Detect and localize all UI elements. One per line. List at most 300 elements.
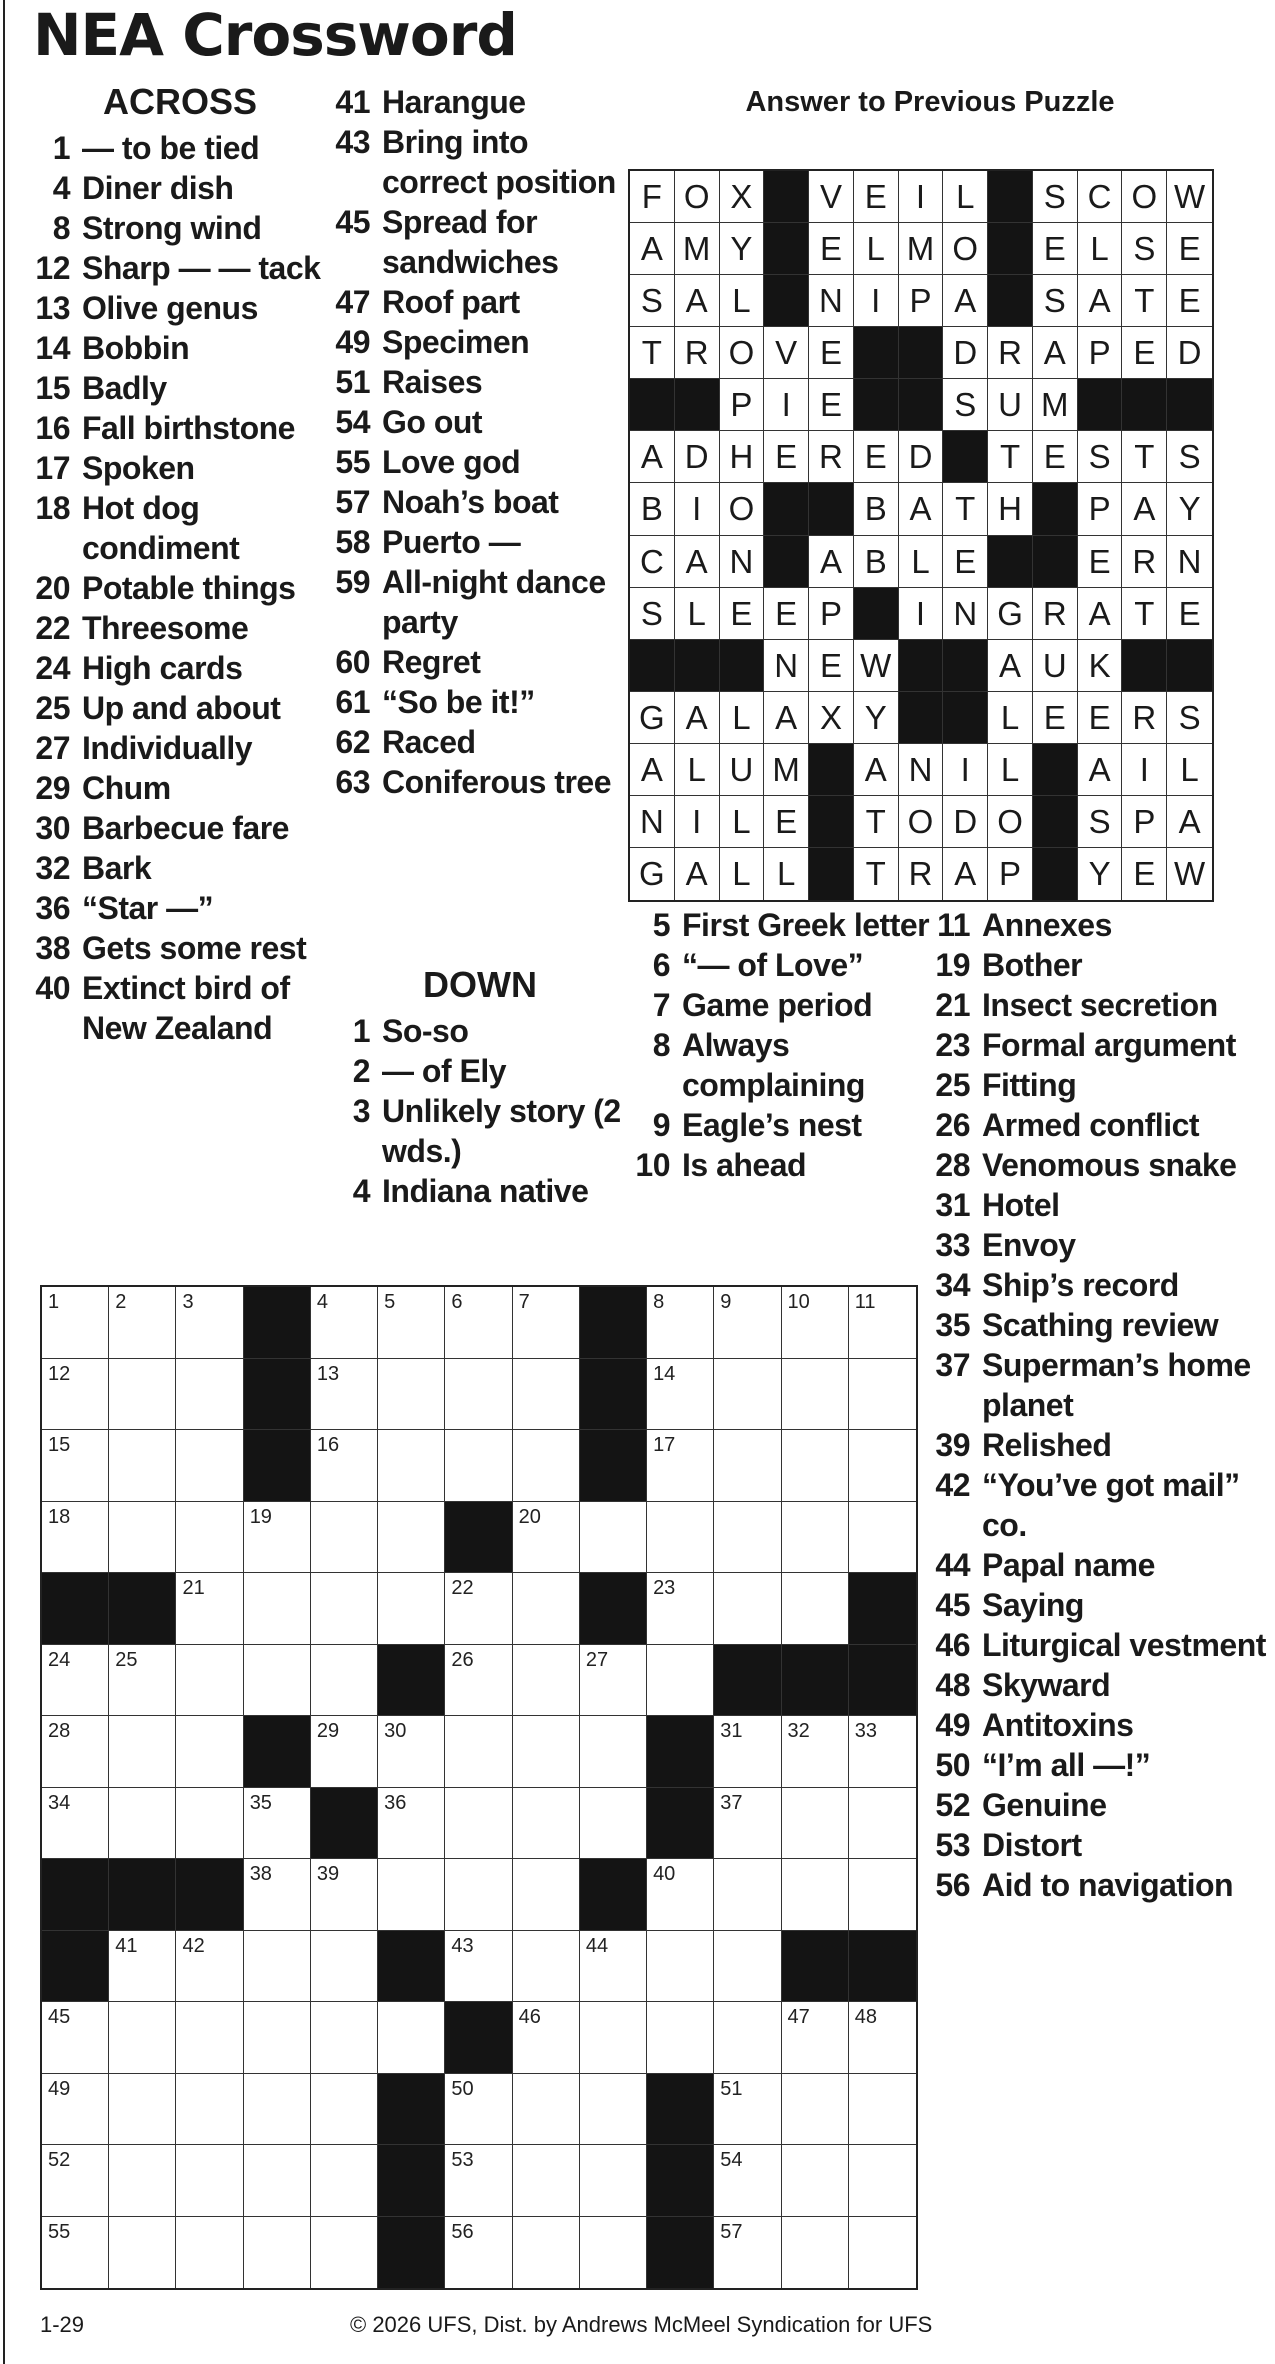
answer-letter-cell: T: [854, 848, 899, 900]
black-square: [378, 1645, 445, 1717]
clue-text: Coniferous tree: [382, 764, 611, 800]
clue-number: 19: [935, 947, 970, 983]
grid-cell[interactable]: [378, 1430, 445, 1502]
clue-text: Ship’s record: [982, 1267, 1179, 1303]
grid-cell[interactable]: [176, 2074, 243, 2146]
grid-cell[interactable]: [849, 1430, 916, 1502]
grid-cell[interactable]: [714, 2145, 781, 2217]
grid-cell[interactable]: [109, 1430, 176, 1502]
grid-cell[interactable]: [580, 1931, 647, 2003]
black-square: [849, 1645, 916, 1717]
grid-cell[interactable]: [580, 1502, 647, 1574]
grid-cell[interactable]: [580, 2002, 647, 2074]
clue-text: Threesome: [82, 610, 249, 646]
grid-cell[interactable]: [176, 1788, 243, 1860]
clue-number: 30: [35, 810, 70, 846]
grid-cell[interactable]: [849, 1859, 916, 1931]
clue-text: Game period: [682, 987, 873, 1023]
clue-text: Up and about: [82, 690, 281, 726]
grid-cell[interactable]: [311, 2217, 378, 2289]
grid-cell[interactable]: [513, 1359, 580, 1431]
clue-item: [630, 1145, 930, 1185]
grid-cell[interactable]: [782, 2145, 849, 2217]
grid-cell[interactable]: [647, 1573, 714, 1645]
clue-item: [930, 1625, 1270, 1665]
grid-cell[interactable]: [244, 1645, 311, 1717]
grid-cell[interactable]: [714, 1931, 781, 2003]
answer-letter-cell: D: [1167, 327, 1212, 379]
grid-cell[interactable]: [647, 1859, 714, 1931]
grid-cell[interactable]: [714, 2217, 781, 2289]
grid-cell[interactable]: [647, 1502, 714, 1574]
clue-item: [30, 208, 330, 248]
answer-letter-cell: L: [988, 692, 1033, 744]
clue-item: [330, 122, 620, 202]
grid-cell[interactable]: [647, 1359, 714, 1431]
grid-cell[interactable]: [445, 1430, 512, 1502]
grid-cell[interactable]: [580, 1788, 647, 1860]
cell-clue-number: 37: [720, 1791, 743, 1814]
grid-cell[interactable]: [580, 1716, 647, 1788]
answer-letter-cell: A: [675, 536, 720, 588]
cell-clue-number: 53: [451, 2149, 474, 2171]
grid-cell[interactable]: [445, 1788, 512, 1860]
grid-cell[interactable]: [647, 1645, 714, 1717]
clue-number: 39: [935, 1427, 970, 1463]
cell-clue-number: 44: [585, 1934, 609, 1957]
grid-cell[interactable]: [42, 1788, 109, 1860]
clue-item: [930, 1225, 1270, 1265]
grid-cell[interactable]: [445, 1859, 512, 1931]
clue-item: [30, 648, 330, 688]
black-square: [445, 2002, 512, 2074]
answer-letter-cell: R: [675, 327, 720, 379]
clue-number: 4: [52, 170, 70, 206]
grid-cell[interactable]: [42, 2145, 109, 2217]
grid-cell[interactable]: [176, 1645, 243, 1717]
clue-text: Bark: [82, 850, 152, 886]
grid-cell[interactable]: [445, 1645, 512, 1717]
answer-letter-cell: T: [1122, 275, 1167, 327]
grid-cell[interactable]: [176, 1359, 243, 1431]
down-clue-list-continued: [630, 905, 930, 1185]
grid-cell[interactable]: [647, 1287, 714, 1359]
grid-cell[interactable]: [109, 2217, 176, 2289]
grid-cell[interactable]: [782, 1573, 849, 1645]
clue-text: “I’m all —!”: [982, 1747, 1151, 1783]
grid-cell[interactable]: [109, 2145, 176, 2217]
clue-text: Raced: [382, 724, 476, 760]
grid-cell[interactable]: [714, 1502, 781, 1574]
clue-number: 55: [335, 444, 370, 480]
grid-cell[interactable]: [42, 2002, 109, 2074]
grid-cell[interactable]: [42, 2074, 109, 2146]
clue-number: 45: [935, 1587, 970, 1623]
grid-cell[interactable]: [109, 2002, 176, 2074]
grid-cell[interactable]: [445, 1716, 512, 1788]
answer-black-square: [1033, 536, 1078, 588]
grid-cell[interactable]: [42, 1430, 109, 1502]
grid-cell[interactable]: [782, 1716, 849, 1788]
clue-text: — of Ely: [382, 1053, 507, 1089]
grid-cell[interactable]: [714, 1287, 781, 1359]
clue-number: 25: [35, 690, 70, 726]
grid-cell[interactable]: [513, 2217, 580, 2289]
grid-cell[interactable]: [244, 2217, 311, 2289]
clue-number: 23: [935, 1027, 970, 1063]
cell-clue-number: 22: [451, 1577, 474, 1599]
clue-number: 52: [935, 1787, 970, 1823]
answer-letter-cell: A: [1078, 744, 1123, 796]
grid-cell[interactable]: [782, 1859, 849, 1931]
cell-clue-number: 13: [316, 1362, 340, 1385]
grid-cell[interactable]: [714, 1859, 781, 1931]
grid-cell[interactable]: [42, 1502, 109, 1574]
answer-letter-cell: B: [630, 483, 675, 535]
answer-black-square: [1078, 379, 1123, 431]
clue-item: [330, 642, 620, 682]
grid-cell[interactable]: [311, 1502, 378, 1574]
answer-letter-cell: U: [1033, 640, 1078, 692]
grid-cell[interactable]: [445, 2074, 512, 2146]
grid-cell[interactable]: [445, 1931, 512, 2003]
clue-text: Indiana native: [382, 1173, 589, 1209]
grid-cell[interactable]: [378, 1573, 445, 1645]
clue-item: [330, 1091, 630, 1171]
down-clues-column-1: [330, 965, 630, 1211]
clue-item: [30, 808, 330, 848]
grid-cell[interactable]: [647, 1430, 714, 1502]
grid-cell[interactable]: [109, 1359, 176, 1431]
clue-text: Raises: [382, 364, 483, 400]
grid-cell[interactable]: [647, 2002, 714, 2074]
grid-cell[interactable]: [513, 1573, 580, 1645]
grid-cell[interactable]: [244, 1573, 311, 1645]
cell-clue-number: 2: [115, 1291, 127, 1313]
grid-cell[interactable]: [176, 2145, 243, 2217]
grid-cell[interactable]: [311, 1573, 378, 1645]
answer-black-square: [764, 223, 809, 275]
answer-letter-cell: G: [630, 692, 675, 744]
grid-cell[interactable]: [109, 2074, 176, 2146]
answer-black-square: [809, 483, 854, 535]
clue-item: [930, 1665, 1270, 1705]
answer-letter-cell: B: [854, 483, 899, 535]
grid-cell[interactable]: [378, 2002, 445, 2074]
grid-cell[interactable]: [513, 1716, 580, 1788]
grid-cell[interactable]: [176, 1573, 243, 1645]
grid-cell[interactable]: [445, 1573, 512, 1645]
grid-cell[interactable]: [849, 1359, 916, 1431]
grid-cell[interactable]: [176, 1716, 243, 1788]
grid-cell[interactable]: [109, 1287, 176, 1359]
grid-cell[interactable]: [311, 1716, 378, 1788]
grid-cell[interactable]: [782, 2002, 849, 2074]
clue-number: 2: [352, 1053, 370, 1089]
answer-letter-cell: A: [1167, 796, 1212, 848]
answer-letter-cell: T: [988, 431, 1033, 483]
answer-letter-cell: Y: [1167, 483, 1212, 535]
grid-cell[interactable]: [378, 1859, 445, 1931]
grid-cell[interactable]: [42, 1359, 109, 1431]
cell-clue-number: 24: [48, 1648, 71, 1671]
answer-black-square: [1167, 640, 1212, 692]
grid-cell[interactable]: [244, 2145, 311, 2217]
clue-number: 26: [935, 1107, 970, 1143]
grid-cell[interactable]: [714, 1716, 781, 1788]
clue-number: 16: [35, 410, 70, 446]
grid-cell[interactable]: [378, 1788, 445, 1860]
cell-clue-number: 9: [720, 1291, 732, 1313]
grid-cell[interactable]: [311, 1859, 378, 1931]
grid-cell[interactable]: [782, 2074, 849, 2146]
answer-letter-cell: X: [809, 692, 854, 744]
grid-cell[interactable]: [580, 1645, 647, 1717]
answer-letter-cell: D: [943, 796, 988, 848]
answer-letter-cell: R: [1122, 692, 1167, 744]
clue-number: 25: [935, 1067, 970, 1103]
clue-number: 47: [335, 284, 370, 320]
grid-cell[interactable]: [176, 1502, 243, 1574]
grid-cell[interactable]: [378, 1287, 445, 1359]
grid-cell[interactable]: [445, 2217, 512, 2289]
clue-text: Extinct bird of New Zealand: [82, 970, 290, 1046]
clue-item: [330, 402, 620, 442]
grid-cell[interactable]: [244, 1788, 311, 1860]
grid-cell[interactable]: [647, 1931, 714, 2003]
grid-cell[interactable]: [176, 2002, 243, 2074]
grid-cell[interactable]: [244, 1931, 311, 2003]
answer-black-square: [899, 692, 944, 744]
grid-cell[interactable]: [782, 1430, 849, 1502]
clue-number: 54: [335, 404, 370, 440]
grid-cell[interactable]: [849, 1502, 916, 1574]
grid-cell[interactable]: [714, 2002, 781, 2074]
grid-cell[interactable]: [513, 2002, 580, 2074]
grid-cell[interactable]: [311, 2074, 378, 2146]
answer-letter-cell: A: [675, 275, 720, 327]
grid-cell[interactable]: [714, 1430, 781, 1502]
black-square: [580, 1359, 647, 1431]
across-clue-list-continued: [330, 82, 620, 802]
clue-item: [930, 1305, 1270, 1345]
grid-cell[interactable]: [782, 1502, 849, 1574]
grid-cell[interactable]: [445, 2145, 512, 2217]
previous-answer-grid: [628, 169, 1214, 902]
answer-letter-cell: D: [943, 327, 988, 379]
grid-cell[interactable]: [580, 2145, 647, 2217]
grid-cell[interactable]: [311, 1287, 378, 1359]
clue-text: Hot dog condiment: [82, 490, 240, 566]
answer-black-square: [809, 848, 854, 900]
grid-cell[interactable]: [513, 2145, 580, 2217]
grid-cell[interactable]: [109, 1788, 176, 1860]
grid-cell[interactable]: [445, 1287, 512, 1359]
black-square: [244, 1359, 311, 1431]
grid-cell[interactable]: [109, 1502, 176, 1574]
clue-text: Strong wind: [82, 210, 262, 246]
clue-item: [30, 248, 330, 288]
answer-black-square: [988, 223, 1033, 275]
grid-cell[interactable]: [244, 1502, 311, 1574]
grid-cell[interactable]: [513, 2074, 580, 2146]
black-square: [647, 1788, 714, 1860]
answer-black-square: [675, 379, 720, 431]
black-square: [109, 1573, 176, 1645]
clue-number: 6: [652, 947, 670, 983]
answer-black-square: [988, 536, 1033, 588]
answer-letter-cell: I: [899, 588, 944, 640]
cell-clue-number: 8: [653, 1291, 665, 1313]
grid-cell[interactable]: [378, 1359, 445, 1431]
answer-letter-cell: B: [854, 536, 899, 588]
grid-cell[interactable]: [176, 2217, 243, 2289]
answer-letter-cell: E: [1033, 223, 1078, 275]
grid-cell[interactable]: [849, 1716, 916, 1788]
answer-letter-cell: U: [720, 744, 765, 796]
clue-text: High cards: [82, 650, 243, 686]
grid-cell[interactable]: [42, 2217, 109, 2289]
grid-cell[interactable]: [176, 1287, 243, 1359]
cell-clue-number: 32: [787, 1720, 810, 1742]
grid-cell[interactable]: [580, 2074, 647, 2146]
grid-cell[interactable]: [109, 1931, 176, 2003]
grid-cell[interactable]: [849, 2002, 916, 2074]
answer-black-square: [1033, 744, 1078, 796]
clue-text: Roof part: [382, 284, 520, 320]
cell-clue-number: 10: [787, 1291, 810, 1313]
clue-number: 62: [335, 724, 370, 760]
answer-black-square: [630, 640, 675, 692]
grid-cell[interactable]: [782, 1287, 849, 1359]
crossword-grid: [40, 1285, 918, 2290]
clue-number: 46: [935, 1627, 970, 1663]
answer-letter-cell: L: [1167, 744, 1212, 796]
answer-letter-cell: E: [764, 588, 809, 640]
grid-cell[interactable]: [849, 1788, 916, 1860]
answer-letter-cell: C: [1078, 171, 1123, 223]
grid-cell[interactable]: [311, 1645, 378, 1717]
black-square: [580, 1287, 647, 1359]
grid-cell[interactable]: [714, 1788, 781, 1860]
cell-clue-number: 11: [854, 1291, 876, 1313]
grid-cell[interactable]: [513, 1287, 580, 1359]
clue-text: Individually: [82, 730, 253, 766]
grid-cell[interactable]: [513, 1859, 580, 1931]
grid-cell[interactable]: [378, 1502, 445, 1574]
answer-letter-cell: N: [809, 275, 854, 327]
answer-black-square: [854, 379, 899, 431]
black-square: [42, 1573, 109, 1645]
grid-cell[interactable]: [849, 1287, 916, 1359]
clue-text: Barbecue fare: [82, 810, 289, 846]
answer-letter-cell: H: [988, 483, 1033, 535]
grid-cell[interactable]: [513, 1502, 580, 1574]
clue-text: Is ahead: [682, 1147, 807, 1183]
cell-clue-number: 52: [48, 2149, 71, 2171]
grid-cell[interactable]: [42, 1287, 109, 1359]
grid-cell[interactable]: [782, 2217, 849, 2289]
answer-letter-cell: A: [630, 744, 675, 796]
grid-cell[interactable]: [580, 2217, 647, 2289]
clue-text: Always complaining: [682, 1027, 865, 1103]
black-square: [244, 1287, 311, 1359]
answer-letter-cell: S: [1033, 171, 1078, 223]
grid-cell[interactable]: [311, 1931, 378, 2003]
grid-cell[interactable]: [311, 1359, 378, 1431]
grid-cell[interactable]: [311, 2002, 378, 2074]
grid-cell[interactable]: [849, 2074, 916, 2146]
grid-cell[interactable]: [42, 1716, 109, 1788]
grid-cell[interactable]: [849, 2217, 916, 2289]
clue-text: — to be tied: [82, 130, 260, 166]
grid-cell[interactable]: [109, 1716, 176, 1788]
black-square: [647, 2145, 714, 2217]
cell-clue-number: 48: [854, 2006, 878, 2028]
clue-text: Fitting: [982, 1067, 1077, 1103]
grid-cell[interactable]: [378, 1716, 445, 1788]
clue-number: 11: [937, 907, 970, 943]
clue-text: Antitoxins: [982, 1707, 1134, 1743]
grid-cell[interactable]: [714, 1573, 781, 1645]
grid-cell[interactable]: [176, 1430, 243, 1502]
clue-item: [30, 128, 330, 168]
clue-number: 51: [335, 364, 370, 400]
grid-cell[interactable]: [714, 2074, 781, 2146]
grid-cell[interactable]: [244, 2074, 311, 2146]
clue-text: “So be it!”: [382, 684, 535, 720]
grid-cell[interactable]: [513, 1645, 580, 1717]
clue-item: [930, 1025, 1270, 1065]
clue-text: Bring into correct position: [382, 124, 616, 200]
cell-clue-number: 38: [249, 1863, 272, 1885]
grid-cell[interactable]: [244, 2002, 311, 2074]
clue-item: [330, 82, 620, 122]
grid-cell[interactable]: [513, 1788, 580, 1860]
grid-cell[interactable]: [513, 1430, 580, 1502]
answer-letter-cell: I: [675, 796, 720, 848]
clue-item: [330, 1171, 630, 1211]
answer-letter-cell: L: [764, 848, 809, 900]
clue-number: 14: [35, 330, 70, 366]
grid-cell[interactable]: [782, 1359, 849, 1431]
answer-black-square: [1033, 848, 1078, 900]
grid-cell[interactable]: [513, 1931, 580, 2003]
grid-cell[interactable]: [109, 1645, 176, 1717]
grid-cell[interactable]: [311, 2145, 378, 2217]
grid-cell[interactable]: [782, 1788, 849, 1860]
grid-cell[interactable]: [849, 2145, 916, 2217]
clue-item: [930, 1185, 1270, 1225]
clue-item: [330, 202, 620, 282]
clue-item: [30, 928, 330, 968]
cell-clue-number: 3: [182, 1291, 194, 1313]
cell-clue-number: 33: [854, 1720, 878, 1742]
clue-text: Superman’s home planet: [982, 1347, 1251, 1423]
grid-cell[interactable]: [42, 1645, 109, 1717]
grid-cell[interactable]: [244, 1859, 311, 1931]
clue-text: Armed conflict: [982, 1107, 1200, 1143]
grid-cell[interactable]: [311, 1430, 378, 1502]
answer-letter-cell: L: [720, 848, 765, 900]
clue-text: Venomous snake: [982, 1147, 1237, 1183]
black-square: [849, 1931, 916, 2003]
grid-cell[interactable]: [176, 1931, 243, 2003]
grid-cell[interactable]: [445, 1359, 512, 1431]
grid-cell[interactable]: [714, 1359, 781, 1431]
clue-number: 56: [935, 1867, 970, 1903]
clue-text: Chum: [82, 770, 171, 806]
